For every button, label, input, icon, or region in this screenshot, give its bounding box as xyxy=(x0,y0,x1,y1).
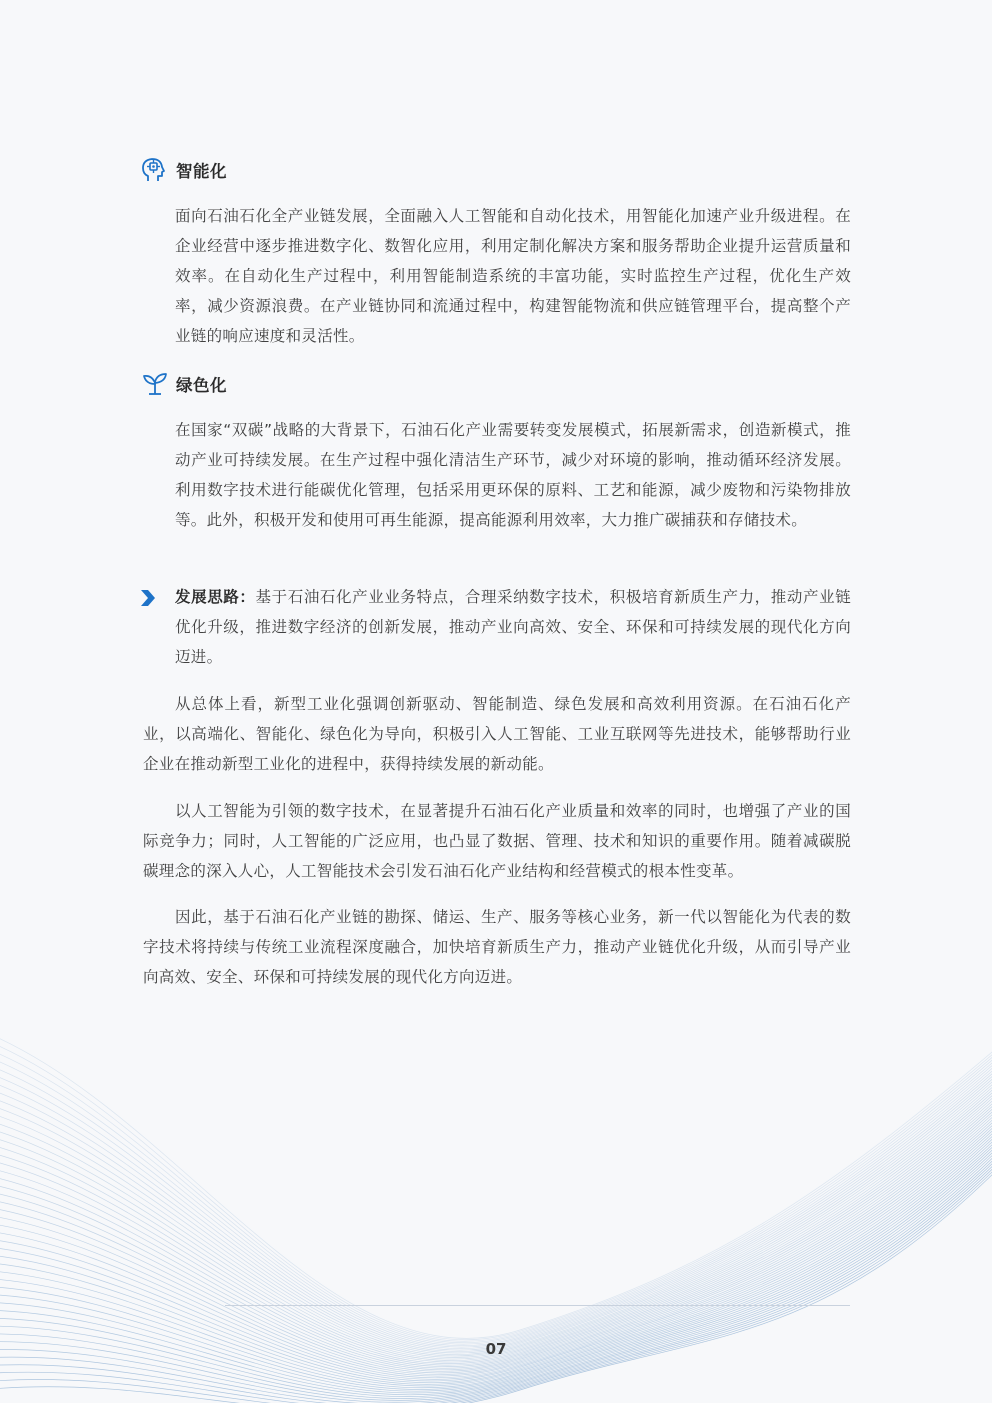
page-number: 07 xyxy=(485,1340,507,1358)
body-paragraph: 因此，基于石油石化产业链的勘探、储运、生产、服务等核心业务，新一代以智能化为代表的数字技术将持续与传统工业流程深度融合，加快培育新质生产力，推动产业链优化升级，从而引导产业向高效、安全、环保和可持续发展的现代化方向迈进。 xyxy=(143,908,851,986)
section-title: 绿色化 xyxy=(176,376,227,395)
section-body-intelligent: 面向石油石化全产业链发展，全面融入人工智能和自动化技术，用智能化加速产业升级进程。在企业经营中逐步推进数字化、数智化应用，利用定制化解决方案和服务帮助企业提升运营质量和效率。在自动化生产过程中，利用智能制造系统的丰富功能，实时监控生产过程，优化生产效率，减少资源浪费。在产业链协同和流通过程中，构建智能物流和供应链管理平台，提高整个产业链的响应速度和灵活性。 xyxy=(175,207,851,345)
ai-head-icon xyxy=(140,155,170,185)
development-ideas-label: 发展思路： xyxy=(175,588,256,606)
body-paragraph: 以人工智能为引领的数字技术，在显著提升石油石化产业质量和效率的同时，也增强了产业的国际竞争力；同时，人工智能的广泛应用，也凸显了数据、管理、技术和知识的重要作用。随着减碳脱碳理念的深入人心，人工智能技术会引发石油石化产业结构和经营模式的根本性变革。 xyxy=(143,802,851,880)
section-title: 智能化 xyxy=(176,162,227,181)
chevron-right-icon xyxy=(140,589,156,607)
section-heading-green xyxy=(140,368,227,400)
body-paragraph: 从总体上看，新型工业化强调创新驱动、智能制造、绿色发展和高效利用资源。在石油石化产业，以高端化、智能化、绿色化为导向，积极引入人工智能、工业互联网等先进技术，能够帮助行业企业在推动新型工业化的进程中，获得持续发展的新动能。 xyxy=(143,695,851,773)
section-body-green: 在国家“双碳”战略的大背景下，石油石化产业需要转变发展模式，拓展新需求，创造新模式，推动产业可持续发展。在生产过程中强化清洁生产环节，减少对环境的影响，推动循环经济发展。利用数字技术进行能碳优化管理，包括采用更环保的原料、工艺和能源，减少废物和污染物排放等。此外，积极开发和使用可再生能源，提高能源利用效率，大力推广碳捕获和存储技术。 xyxy=(175,421,851,529)
development-ideas-body: 基于石油石化产业业务特点，合理采纳数字技术，积极培育新质生产力，推动产业链优化升级，推进数字经济的创新发展，推动产业向高效、安全、环保和可持续发展的现代化方向迈进。 xyxy=(175,588,851,666)
sprout-icon xyxy=(140,369,170,399)
development-ideas-text xyxy=(175,582,851,672)
section-heading-intelligent xyxy=(140,154,227,186)
footer-divider xyxy=(225,1305,850,1306)
development-ideas xyxy=(140,582,851,672)
